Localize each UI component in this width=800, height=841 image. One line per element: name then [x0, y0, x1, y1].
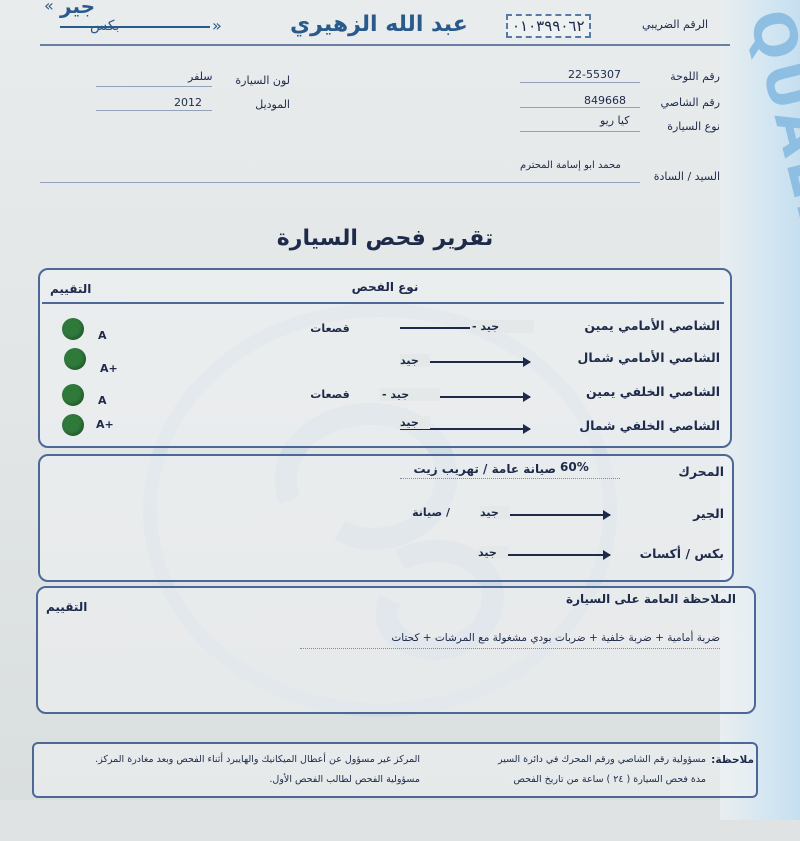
chassis-line — [520, 107, 640, 108]
plate-value: 22-55307 — [568, 68, 621, 81]
chassis-row-status: جيد — [400, 416, 430, 429]
general-notes-title: الملاحظة العامة على السيارة — [566, 592, 736, 606]
plate-label: رقم اللوحة — [670, 70, 720, 83]
chassis-row-grade: A+ — [96, 418, 114, 431]
grade-dot-icon — [64, 348, 86, 370]
header-arrow-icon: « — [44, 0, 54, 15]
header-arrow-right-icon: » — [212, 16, 222, 35]
tax-number-box: ٠١٠٣٩٩٠٦٢ — [506, 14, 591, 38]
footer-note-1: مسؤولية رقم الشاصي ورقم المحرك في دائرة السير — [498, 754, 706, 765]
header-gear-text: جير — [60, 0, 96, 18]
general-notes-line — [300, 648, 720, 649]
model-line — [96, 110, 212, 111]
grade-dot-icon — [62, 384, 84, 406]
chassis-header-divider — [42, 302, 724, 304]
color-value: سلفر — [188, 70, 213, 83]
color-label: لون السيارة — [235, 74, 290, 87]
chassis-row-label: الشاصي الأمامي شمال — [577, 350, 720, 365]
report-title: تقرير فحص السيارة — [276, 226, 494, 251]
model-value: 2012 — [174, 96, 202, 109]
company-name: عبد الله الزهيري — [290, 12, 468, 37]
chassis-label: رقم الشاصي — [660, 96, 720, 109]
chassis-row-note: قصعات — [310, 322, 350, 335]
gear-note: / صيانة — [412, 506, 450, 519]
chassis-row-grade: A — [98, 394, 107, 407]
chassis-row-grade: A+ — [100, 362, 118, 375]
chassis-rating-label: التقييم — [50, 282, 92, 296]
footer-note-3: مدة فحص السيارة ( ٢٤ ) ساعة من تاريخ الفحص — [513, 774, 706, 785]
model-label: الموديل — [255, 98, 290, 111]
color-line — [96, 86, 212, 87]
engine-note: صيانة عامة / تهريب زيت — [413, 462, 556, 476]
chassis-row-label: الشاصي الخلفي شمال — [579, 418, 720, 433]
plate-line — [520, 82, 640, 83]
footer-notes-label: ملاحظة: — [711, 754, 754, 766]
chassis-row-note: قصعات — [310, 388, 350, 401]
vehicle-type-label: نوع السيارة — [667, 120, 720, 133]
header-underline — [60, 26, 210, 28]
gear-label: الجير — [693, 506, 724, 521]
chassis-row-status: جيد — [400, 354, 430, 367]
chassis-row-label: الشاصي الأمامي يمين — [584, 318, 720, 333]
footer-note-4: مسؤولية الفحص لطالب الفحص الأول. — [269, 774, 420, 785]
customer-line — [40, 182, 640, 183]
chassis-row-grade: A — [98, 329, 107, 342]
chassis-row-status: جيد - — [380, 388, 440, 401]
chassis-row-status: جيد - — [470, 320, 534, 333]
box-axle-status: جيد — [478, 546, 508, 559]
general-notes-rating-label: التقييم — [46, 600, 88, 614]
chassis-value: 849668 — [584, 94, 626, 107]
vehicle-type-value: كيا ريو — [600, 114, 630, 127]
gear-status: جيد — [480, 506, 510, 519]
engine-label: المحرك — [678, 464, 724, 479]
chassis-row-label: الشاصي الخلفي يمين — [586, 384, 720, 399]
footer-notes-box — [32, 742, 758, 798]
vehicle-type-line — [520, 131, 640, 132]
header-box-text: بكس — [90, 18, 120, 34]
customer-value: محمد ابو إسامة المحترم — [520, 160, 621, 171]
header-divider — [40, 44, 730, 46]
engine-line — [400, 478, 620, 479]
footer-note-2: المركز غير مسؤول عن أعطال الميكانيك والهايبرد أثناء الفحص وبعد مغادرة المركز. — [95, 754, 420, 765]
tax-number-label: الرقم الضريبي — [642, 18, 709, 31]
grade-dot-icon — [62, 414, 84, 436]
inspection-type-label: نوع الفحص — [351, 280, 419, 294]
box-axle-label: بكس / أكسات — [639, 546, 724, 561]
engine-percent: 60% — [560, 460, 589, 474]
customer-label: السيد / السادة — [653, 170, 720, 183]
grade-dot-icon — [62, 318, 84, 340]
general-notes-text: ضربة أمامية + ضربة خلفية + ضربات بودي مشغولة مع المرشات + كحتات — [391, 632, 720, 644]
